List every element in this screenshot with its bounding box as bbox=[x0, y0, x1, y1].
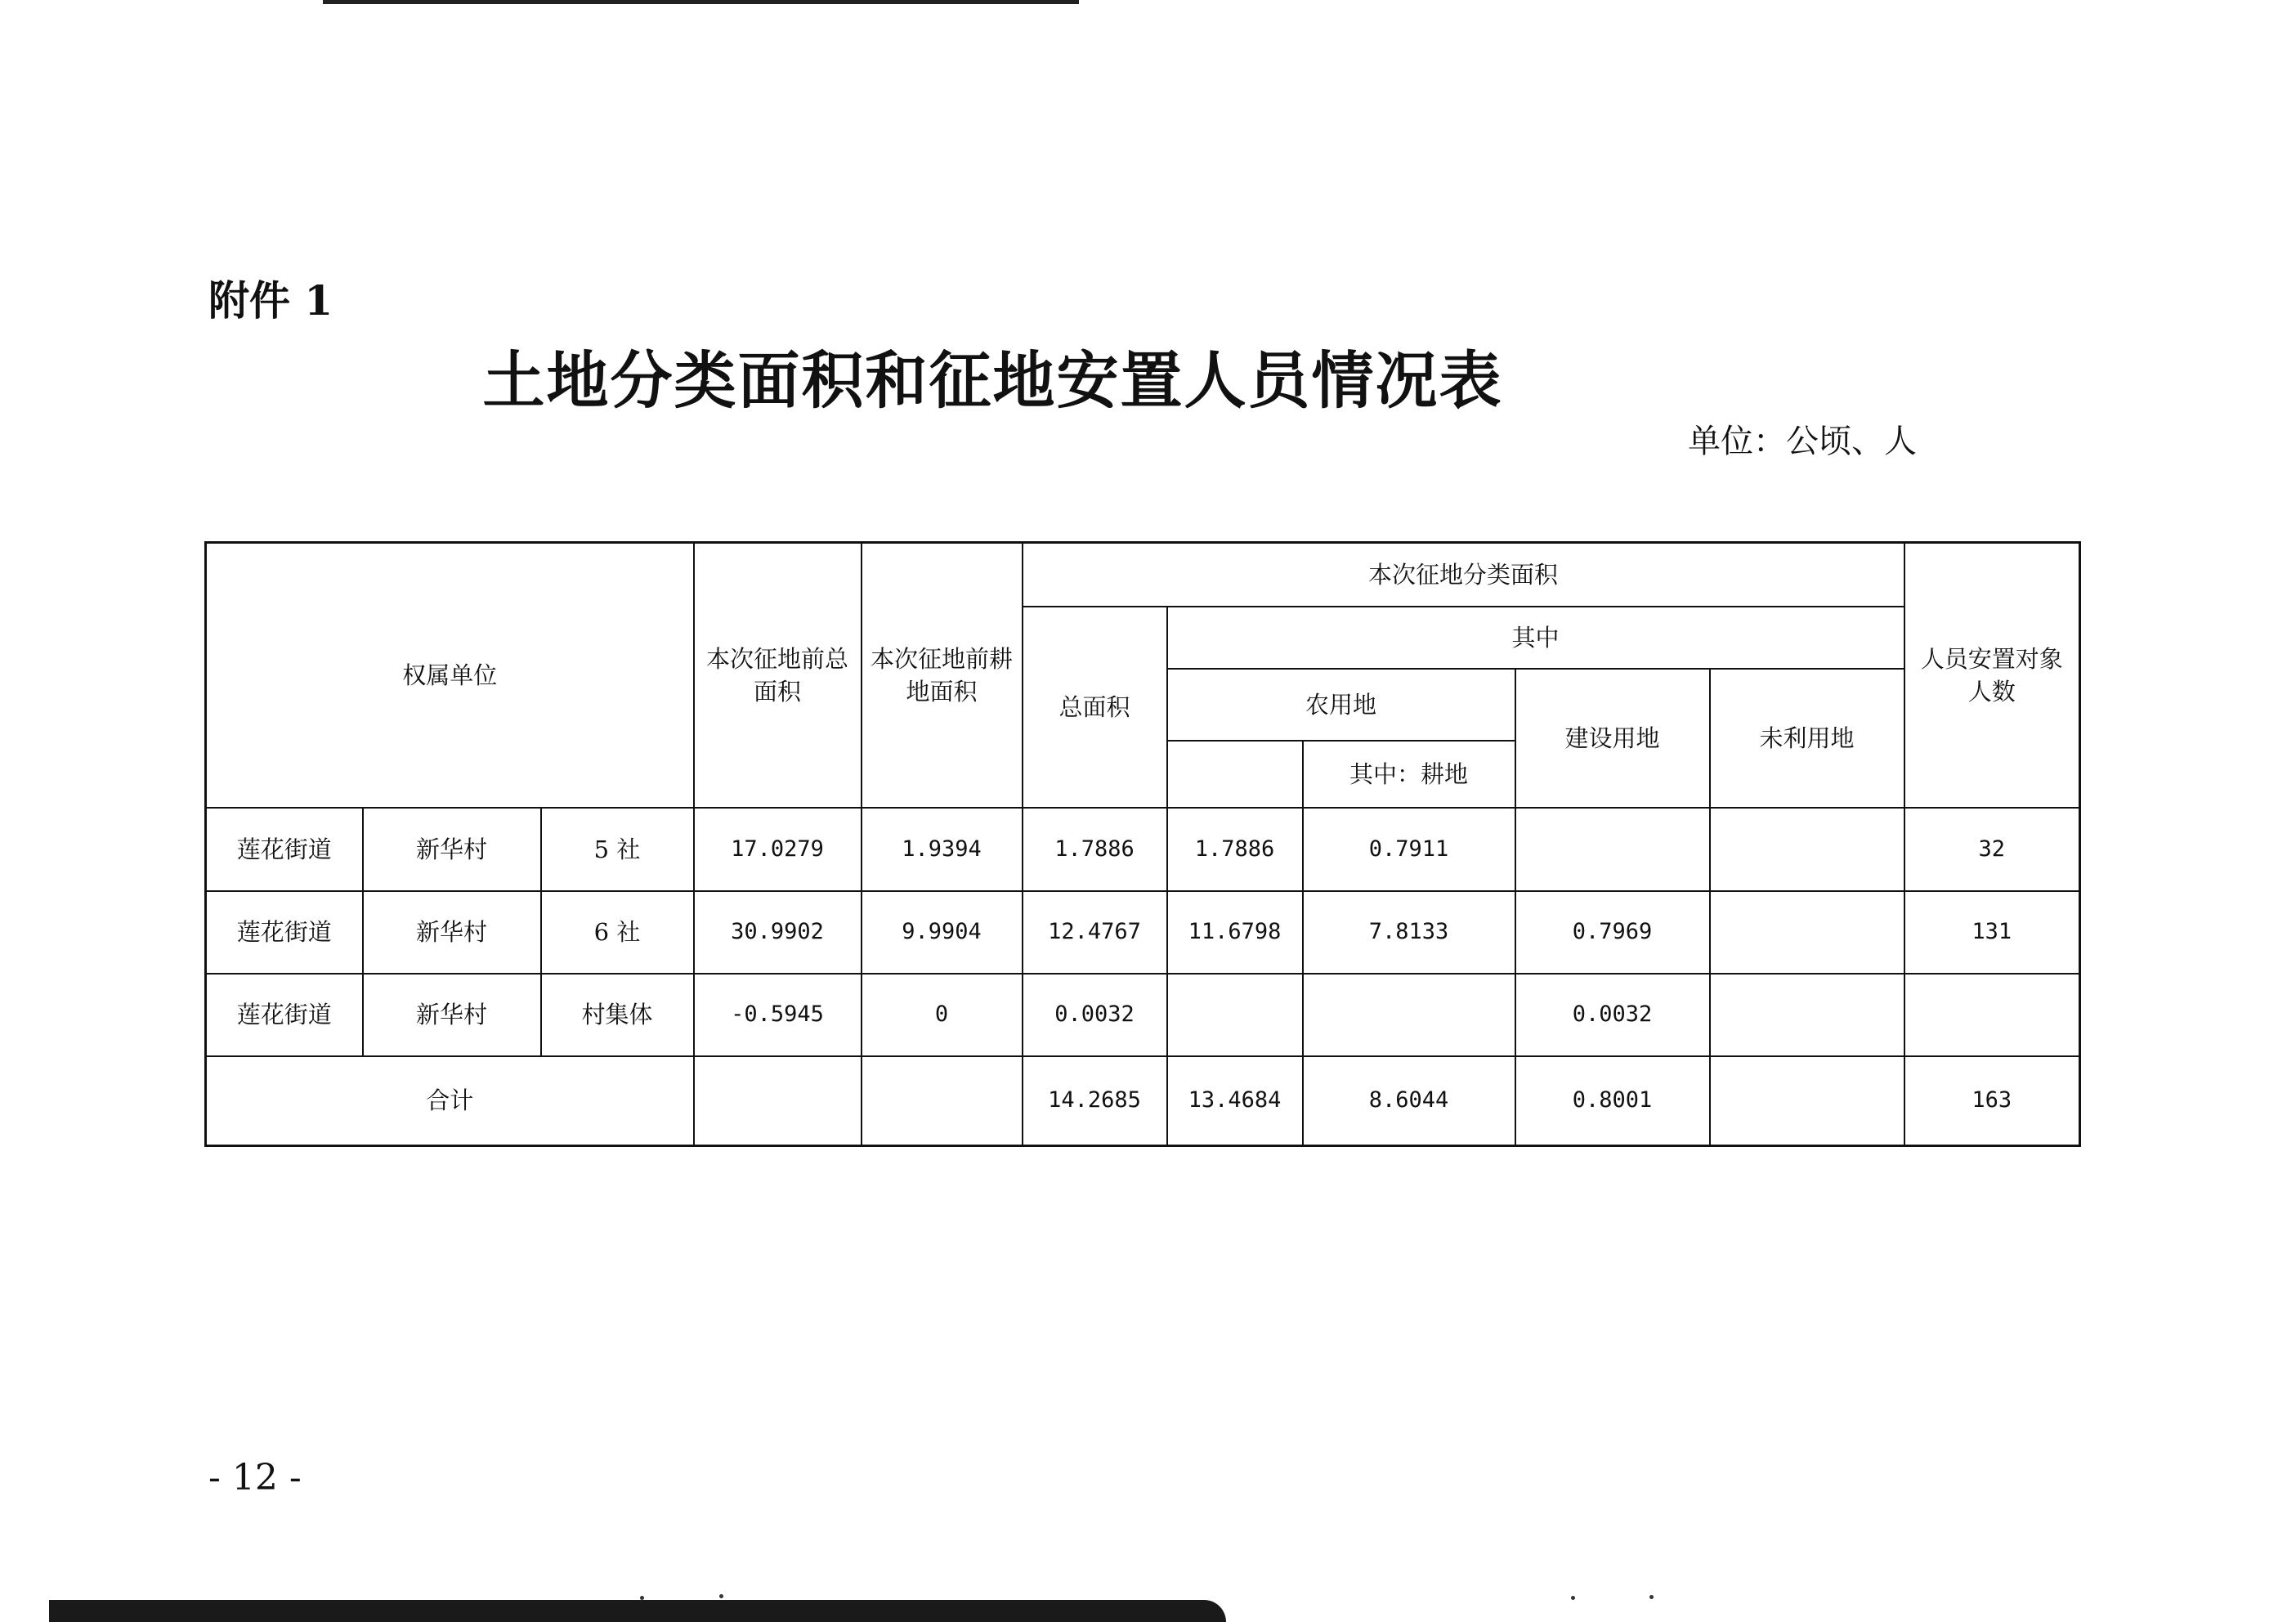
cell-village: 新华村 bbox=[363, 974, 541, 1056]
cell-persons: 32 bbox=[1904, 808, 2080, 891]
header-ownership-unit: 权属单位 bbox=[206, 543, 694, 808]
cell-total-area: 12.4767 bbox=[1023, 891, 1167, 974]
cell-unused bbox=[1710, 808, 1904, 891]
cell-construction: 0.0032 bbox=[1515, 974, 1710, 1056]
cell-arable: 8.6044 bbox=[1303, 1056, 1515, 1146]
cell-construction: 0.8001 bbox=[1515, 1056, 1710, 1146]
header-row-1 bbox=[206, 543, 2080, 607]
cell-unused bbox=[1710, 974, 1904, 1056]
header-total-area: 总面积 bbox=[1023, 607, 1167, 808]
attachment-label: 附件 1 bbox=[208, 276, 333, 325]
header-agricultural-blank bbox=[1167, 741, 1303, 808]
cell-arable: 7.8133 bbox=[1303, 891, 1515, 974]
cell-arable-before bbox=[862, 1056, 1023, 1146]
scan-speck bbox=[719, 1594, 723, 1598]
header-of-which-arable: 其中：耕地 bbox=[1303, 741, 1515, 808]
cell-total-before: 30.9902 bbox=[694, 891, 862, 974]
cell-unused bbox=[1710, 891, 1904, 974]
cell-street: 莲花街道 bbox=[206, 891, 363, 974]
header-agricultural: 农用地 bbox=[1167, 669, 1515, 741]
unit-note: 单位：公顷、人 bbox=[1688, 423, 1917, 460]
header-arable-before: 本次征地前耕地面积 bbox=[862, 543, 1023, 808]
page-number: - 12 - bbox=[208, 1457, 302, 1499]
page-title-text: 土地分类面积和征地安置人员情况表 bbox=[482, 344, 1503, 417]
table-row bbox=[206, 974, 2080, 1056]
cell-total-before: -0.5945 bbox=[694, 974, 862, 1056]
cell-total-before: 17.0279 bbox=[694, 808, 862, 891]
cell-total-label: 合计 bbox=[206, 1056, 694, 1146]
scan-speck bbox=[1571, 1596, 1575, 1600]
cell-arable-before: 1.9394 bbox=[862, 808, 1023, 891]
cell-village: 新华村 bbox=[363, 891, 541, 974]
cell-total-area: 1.7886 bbox=[1023, 808, 1167, 891]
cell-group: 6 社 bbox=[541, 891, 694, 974]
cell-agricultural: 11.6798 bbox=[1167, 891, 1303, 974]
header-resettled-persons: 人员安置对象人数 bbox=[1904, 543, 2080, 808]
table-row bbox=[206, 808, 2080, 891]
cell-agricultural bbox=[1167, 974, 1303, 1056]
header-total-before: 本次征地前总面积 bbox=[694, 543, 862, 808]
cell-total-before bbox=[694, 1056, 862, 1146]
cell-arable bbox=[1303, 974, 1515, 1056]
cell-arable-before: 9.9904 bbox=[862, 891, 1023, 974]
scan-speck bbox=[1649, 1595, 1654, 1599]
cell-group: 村集体 bbox=[541, 974, 694, 1056]
total-row bbox=[206, 1056, 2080, 1146]
cell-persons: 131 bbox=[1904, 891, 2080, 974]
land-table bbox=[204, 541, 2081, 1147]
cell-construction bbox=[1515, 808, 1710, 891]
cell-persons: 163 bbox=[1904, 1056, 2080, 1146]
cell-persons bbox=[1904, 974, 2080, 1056]
cell-agricultural: 1.7886 bbox=[1167, 808, 1303, 891]
cell-agricultural: 13.4684 bbox=[1167, 1056, 1303, 1146]
cell-total-area: 0.0032 bbox=[1023, 974, 1167, 1056]
header-construction: 建设用地 bbox=[1515, 669, 1710, 808]
header-classified-area: 本次征地分类面积 bbox=[1023, 543, 1904, 607]
table-row bbox=[206, 891, 2080, 974]
scan-edge-bottom bbox=[49, 1600, 1226, 1622]
cell-unused bbox=[1710, 1056, 1904, 1146]
header-unused: 未利用地 bbox=[1710, 669, 1904, 808]
cell-group: 5 社 bbox=[541, 808, 694, 891]
cell-village: 新华村 bbox=[363, 808, 541, 891]
cell-construction: 0.7969 bbox=[1515, 891, 1710, 974]
cell-street: 莲花街道 bbox=[206, 808, 363, 891]
header-of-which: 其中 bbox=[1167, 607, 1904, 669]
cell-arable: 0.7911 bbox=[1303, 808, 1515, 891]
scan-edge-top bbox=[323, 0, 1079, 4]
cell-total-area: 14.2685 bbox=[1023, 1056, 1167, 1146]
scan-speck bbox=[640, 1596, 644, 1600]
cell-street: 莲花街道 bbox=[206, 974, 363, 1056]
page-title bbox=[0, 331, 2296, 420]
cell-arable-before: 0 bbox=[862, 974, 1023, 1056]
